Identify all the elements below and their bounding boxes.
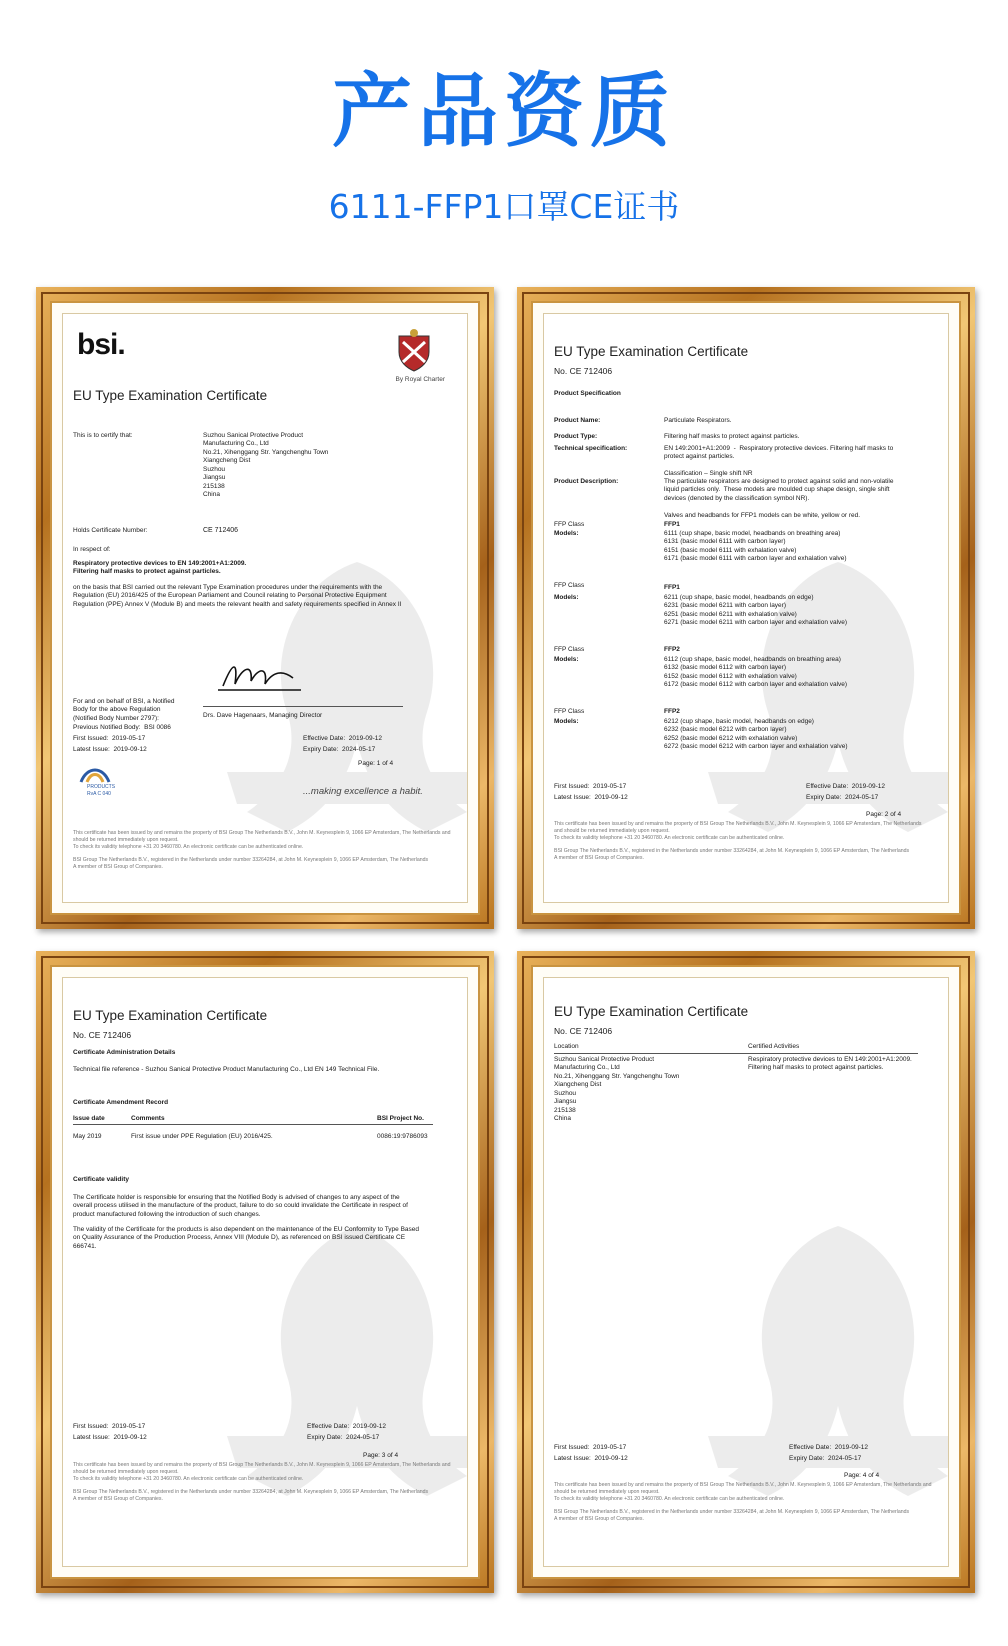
ffp-rating: FFP1 — [664, 584, 680, 591]
certificate-page-3 — [62, 977, 468, 1567]
spec-value: Particulate Respirators. — [664, 417, 732, 424]
latest-issue: Latest Issue: 2019-09-12 — [554, 794, 628, 801]
amendment-heading: Certificate Amendment Record — [73, 1099, 169, 1106]
bsi-logo: bsi. — [77, 328, 125, 361]
certificate-footer: This certificate has been issued by and remains the property of BSI Group The Netherlands B.V., John M. Keynesplein 9, 1066 EP Amsterdam, The Netherlands and should be returned immediately upon request. To check its validity telephone +31 20 3460780. An electronic certificate can be authenticated online. BSI Group The Netherlands B.V., registered in the Netherlands under number 33264284, at John M. Keynesplein 9, 1066 EP Amsterdam, The Netherlands A member of BSI Group of Companies. — [554, 1482, 932, 1522]
effective-date: Effective Date: 2019-09-12 — [303, 735, 383, 742]
previous-body: Previous Notified Body: BSI 0086 — [73, 724, 171, 731]
certificate-frame-2 — [517, 287, 975, 929]
certificate-number: CE 712406 — [203, 527, 239, 534]
device-scope: Respiratory protective devices to EN 149:2001+A1:2009. Filtering half masks to protect against particles. — [73, 560, 247, 576]
validity-paragraph-2: The validity of the Certificate for the products is also dependent on the maintenance of the EU Conformity to Type Based on Quality Assurance of the Production Process, Annex VIII (Module D), as referenced on BSI issued Certificate CE 666741. — [73, 1226, 420, 1250]
basis-text: on the basis that BSI carried out the relevant Type Examination procedures under the requirements with the Regulation (EU) 2016/425 of the European Parliament and Council relating to Personal Protective Equipment Regulation (PPE) Annex V (Module B) and meets the relevant health and safety requirements specified in Annex II — [73, 584, 402, 608]
models-label: Models: — [554, 656, 579, 663]
expiry-date: Expiry Date: 2024-05-17 — [789, 1455, 862, 1462]
spec-label: Product Description: — [554, 478, 619, 485]
spec-value: EN 149:2001+A1:2009 - Respiratory protective devices. Filtering half masks to protect against particles. Classification – Single shift NR — [664, 445, 894, 478]
col-comments: Comments — [131, 1115, 165, 1122]
spec-label: Product Type: — [554, 433, 598, 440]
first-issued: First Issued: 2019-05-17 — [73, 735, 146, 742]
validity-paragraph-1: The Certificate holder is responsible for ensuring that the Notified Body is advised of changes to any aspect of the overall process utilised in the manufacture of the product, failure to do so could invalidate the Certificate in respect of product manufactured following the introduction of such changes. — [73, 1194, 408, 1218]
certificate-page-1 — [62, 313, 468, 903]
page-number: Page: 4 of 4 — [844, 1472, 880, 1479]
latest-issue: Latest Issue: 2019-09-12 — [554, 1455, 628, 1462]
expiry-date: Expiry Date: 2024-05-17 — [303, 746, 376, 753]
expiry-date: Expiry Date: 2024-05-17 — [307, 1434, 380, 1441]
validity-heading: Certificate validity — [73, 1176, 129, 1183]
col-activities: Certified Activities — [748, 1043, 800, 1050]
ffp-rating: FFP2 — [664, 646, 680, 653]
certificate-frame-1 — [36, 287, 494, 929]
admin-heading: Certificate Administration Details — [73, 1049, 176, 1056]
royal-crest-icon — [391, 328, 437, 374]
ffp-class-label: FFP Class — [554, 646, 585, 653]
technical-file: Technical file reference - Suzhou Sanical Protective Product Manufacturing Co., Ltd EN 149 Technical File. — [73, 1066, 380, 1073]
page-number: Page: 1 of 4 — [358, 760, 394, 767]
spec-label: Product Name: — [554, 417, 601, 424]
certificate-heading: EU Type Examination Certificate — [554, 1004, 749, 1019]
certify-label: This is to certify that: — [73, 432, 133, 439]
effective-date: Effective Date: 2019-09-12 — [307, 1423, 387, 1430]
models-label: Models: — [554, 594, 579, 601]
amendment-date: May 2019 — [73, 1133, 102, 1140]
ffp-rating: FFP1 — [664, 521, 680, 528]
model-list: 6212 (cup shape, basic model, headbands on edge) 6232 (basic model 6212 with carbon layer) 6252 (basic model 6212 with exhalation valve) 6272 (basic model 6212 with carbon layer and exhalation valve) — [664, 718, 848, 751]
effective-date: Effective Date: 2019-09-12 — [789, 1444, 869, 1451]
certificate-page-2 — [543, 313, 949, 903]
expiry-date: Expiry Date: 2024-05-17 — [806, 794, 879, 801]
latest-issue: Latest Issue: 2019-09-12 — [73, 746, 147, 753]
certificate-number: No. CE 712406 — [554, 1026, 613, 1036]
first-issued: First Issued: 2019-05-17 — [554, 783, 627, 790]
respect-label: In respect of: — [73, 546, 111, 553]
certificate-footer: This certificate has been issued by and remains the property of BSI Group The Netherlands B.V., John M. Keynesplein 9, 1066 EP Amsterdam, The Netherlands and should be returned immediately upon request. To check its validity telephone +31 20 3460780. An electronic certificate can be authenticated online. BSI Group The Netherlands B.V., registered in the Netherlands under number 33264284, at John M. Keynesplein 9, 1066 EP Amsterdam, The Netherlands A member of BSI Group of Companies. — [73, 1462, 451, 1502]
col-project-no: BSI Project No. — [377, 1115, 424, 1122]
certificate-footer: This certificate has been issued by and remains the property of BSI Group The Netherlands B.V., John M. Keynesplein 9, 1066 EP Amsterdam, The Netherlands and should be returned immediately upon request. To check its validity telephone +31 20 3460780. An electronic certificate can be authenticated online. BSI Group The Netherlands B.V., registered in the Netherlands under number 33264284, at John M. Keynesplein 9, 1066 EP Amsterdam, The Netherlands A member of BSI Group of Companies. — [554, 821, 922, 861]
director-name: Drs. Dave Hagenaars, Managing Director — [203, 712, 323, 719]
certificate-page-4 — [543, 977, 949, 1567]
model-list: 6111 (cup shape, basic model, headbands on breathing area) 6131 (basic model 6111 with carbon layer) 6151 (basic model 6111 with exhalation valve) 6171 (basic model 6111 with carbon layer and exhalation valve) — [664, 530, 847, 563]
first-issued: First Issued: 2019-05-17 — [554, 1444, 627, 1451]
latest-issue: Latest Issue: 2019-09-12 — [73, 1434, 147, 1441]
spec-label: Technical specification: — [554, 445, 628, 452]
page-header — [0, 0, 1008, 280]
page-subtitle: 6111-FFP1口罩CE证书 — [328, 187, 680, 226]
page-number: Page: 3 of 4 — [363, 1452, 399, 1459]
certificate-heading: EU Type Examination Certificate — [73, 388, 268, 403]
location-address: Suzhou Sanical Protective Product Manufacturing Co., Ltd No.21, Xihenggang Str. Yangchenghu Town Xiangcheng Dist Suzhou Jiangsu 215138 China — [554, 1056, 680, 1123]
col-issue-date: Issue date — [73, 1115, 105, 1122]
certificate-footer: This certificate has been issued by and remains the property of BSI Group The Netherlands B.V., John M. Keynesplein 9, 1066 EP Amsterdam, The Netherlands and should be returned immediately upon request. To check its validity telephone +31 20 3460780. An electronic certificate can be authenticated online. BSI Group The Netherlands B.V., registered in the Netherlands under number 33264284, at John M. Keynesplein 9, 1066 EP Amsterdam, The Netherlands A member of BSI Group of Companies. — [73, 830, 451, 870]
certificate-number: No. CE 712406 — [73, 1030, 132, 1040]
certificate-heading: EU Type Examination Certificate — [554, 344, 749, 359]
certified-activities: Respiratory protective devices to EN 149:2001+A1:2009. Filtering half masks to protect against particles. — [748, 1056, 912, 1072]
models-label: Models: — [554, 530, 579, 537]
ffp-class-label: FFP Class — [554, 708, 585, 715]
ffp-class-label: FFP Class — [554, 521, 585, 528]
first-issued: First Issued: 2019-05-17 — [73, 1423, 146, 1430]
ffp-rating: FFP2 — [664, 708, 680, 715]
page-number: Page: 2 of 4 — [866, 811, 902, 818]
page-title: 产品资质 — [332, 65, 676, 158]
behalf-text: For and on behalf of BSI, a Notified Body for the above Regulation (Notified Body Number 2797): — [73, 698, 175, 722]
holds-label: Holds Certificate Number: — [73, 527, 148, 534]
models-label: Models: — [554, 718, 579, 725]
certificate-frame-3 — [36, 951, 494, 1593]
amendment-project: 0086:19:9786093 — [377, 1133, 428, 1140]
bsi-motto: ...making excellence a habit. — [303, 786, 423, 797]
ffp-class-label: FFP Class — [554, 582, 585, 589]
charter-label: By Royal Charter — [395, 376, 445, 383]
rva-label: PRODUCTS RvA C 040 — [87, 784, 116, 797]
effective-date: Effective Date: 2019-09-12 — [806, 783, 886, 790]
certificate-heading: EU Type Examination Certificate — [73, 1008, 268, 1023]
signature-icon — [213, 656, 303, 696]
amendment-comment: First issue under PPE Regulation (EU) 2016/425. — [131, 1133, 273, 1140]
spec-value: The particulate respirators are designed to protect against solid and non-volatile liquid particles only. These models are moulded cup shape design, single shift devices (denoted by the classification symbol NR). Valves and headbands for FFP1 models can be white, yellow or red. — [664, 478, 894, 519]
model-list: 6112 (cup shape, basic model, headbands on breathing area) 6132 (basic model 6112 with carbon layer) 6152 (basic model 6112 with exhalation valve) 6172 (basic model 6112 with carbon layer and exhalation valve) — [664, 656, 848, 689]
model-list: 6211 (cup shape, basic model, headbands on edge) 6231 (basic model 6211 with carbon layer) 6251 (basic model 6211 with exhalation valve) 6271 (basic model 6211 with carbon layer and exhalation valve) — [664, 594, 848, 627]
certificate-frame-4 — [517, 951, 975, 1593]
spec-value: Filtering half masks to protect against particles. — [664, 433, 800, 440]
certificate-number: No. CE 712406 — [554, 366, 613, 376]
product-spec-heading: Product Specification — [554, 390, 621, 397]
holder-address: Suzhou Sanical Protective Product Manufacturing Co., Ltd No.21, Xihenggang Str. Yangchenghu Town Xiangcheng Dist Suzhou Jiangsu 215138 China — [203, 432, 329, 499]
col-location: Location — [554, 1043, 579, 1050]
